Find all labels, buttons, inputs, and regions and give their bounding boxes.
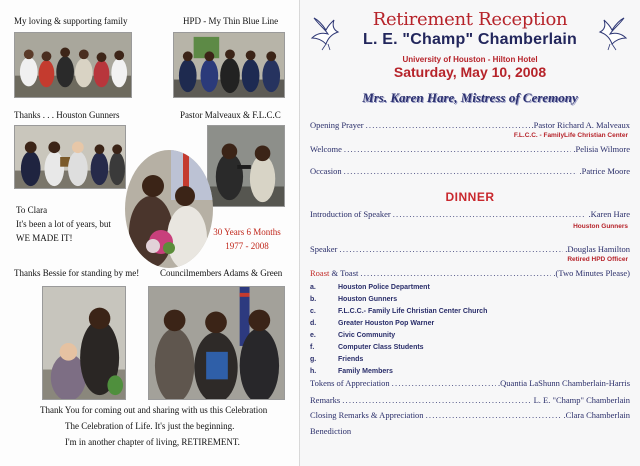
program-label: Tokens of Appreciation (310, 378, 390, 388)
list-item-text: Friends (338, 356, 364, 363)
years-range: 1977 - 2008 (225, 241, 269, 251)
list-item-key: e. (310, 332, 316, 339)
dot-leader (344, 144, 571, 155)
closing-line-3: I'm in another chapter of living, RETIREMENT. (65, 437, 240, 447)
list-item (310, 318, 487, 330)
program-value: .Patrice Moore (579, 166, 630, 176)
right-program-page (300, 0, 640, 466)
program-label: Opening Prayer (310, 120, 364, 130)
list-item (310, 306, 487, 318)
mistress-of-ceremony: Mrs. Karen Hare, Mistress of Ceremony (362, 90, 578, 105)
caption-bessie: Thanks Bessie for standing by me! (14, 268, 140, 278)
program-row-intro-speaker (310, 209, 630, 220)
list-item-text: Greater Houston Pop Warner (338, 320, 435, 327)
program-value: .Pastor Richard A. Malveaux (531, 120, 630, 130)
list-item-text: F.L.C.C.- Family Life Christian Center Church (338, 308, 488, 315)
honoree-name: L. E. "Champ" Chamberlain (363, 31, 577, 48)
program-row-closing-remarks (310, 410, 630, 421)
program-label (310, 268, 358, 279)
caption-to-clara: To Clara (16, 205, 48, 215)
caption-pastor: Pastor Malveaux & F.L.C.C (180, 110, 281, 120)
dot-leader (392, 378, 496, 389)
program-row-roast-toast (310, 268, 630, 279)
caption-we-made-it: WE MADE IT! (16, 233, 73, 243)
list-item-text: Computer Class Students (338, 344, 424, 351)
caption-loving-family: My loving & supporting family (14, 16, 128, 26)
list-item-key: a. (310, 284, 316, 291)
program-label: Remarks (310, 395, 341, 405)
list-item (310, 342, 487, 354)
intro-speaker-affiliation: Houston Gunners (573, 223, 628, 230)
program-value: .Clara Chamberlain (563, 410, 630, 420)
caption-gunners: Thanks . . . Houston Gunners (14, 110, 120, 120)
list-item (310, 354, 487, 366)
list-item (310, 366, 487, 378)
speaker-affiliation: Retired HPD Officer (567, 256, 628, 263)
list-item-key: d. (310, 320, 317, 327)
list-item-key: g. (310, 356, 317, 363)
photo-councilmembers (148, 286, 285, 400)
event-venue: University of Houston - Hilton Hotel (402, 55, 538, 64)
closing-line-2: The Celebration of Life. It's just the beginning. (65, 421, 235, 431)
program-label: Speaker (310, 244, 338, 254)
list-item-key: h. (310, 368, 317, 375)
photo-pastor (207, 125, 285, 207)
program-label: Closing Remarks & Appreciation (310, 410, 424, 420)
program-row-occasion (310, 166, 630, 177)
list-item (310, 282, 487, 294)
program-row-remarks (310, 395, 630, 406)
event-date: Saturday, May 10, 2008 (393, 64, 547, 80)
closing-message (40, 402, 267, 450)
program-row-speaker (310, 244, 630, 255)
program-label: Welcome (310, 144, 342, 154)
years-duration: 30 Years 6 Months (213, 227, 281, 237)
dot-leader (393, 209, 587, 220)
photo-family (14, 32, 132, 98)
event-title: Retirement Reception (372, 9, 568, 30)
photo-couple-oval (125, 150, 213, 268)
dot-leader (344, 166, 578, 177)
photo-bessie (42, 286, 126, 400)
roast-word: Roast (310, 268, 330, 278)
years-of-service (208, 225, 286, 253)
caption-clara-years: It's been a lot of years, but (16, 219, 111, 229)
program-row-opening-prayer (310, 120, 630, 131)
dot-leader (366, 120, 530, 131)
list-item-text: Houston Gunners (338, 296, 398, 303)
toast-word: & Toast (329, 268, 359, 278)
program-value: .(Two Minutes Please) (553, 268, 630, 278)
list-item (310, 330, 487, 342)
program-value: .Douglas Hamilton (565, 244, 630, 254)
caption-councilmembers: Councilmembers Adams & Green (160, 268, 283, 278)
list-item-text: Civic Community (338, 332, 396, 339)
list-item-key: b. (310, 296, 317, 303)
program-row-welcome (310, 144, 630, 155)
list-item (310, 294, 487, 306)
closing-line-1: Thank You for coming out and sharing with us this Celebration (40, 405, 268, 415)
left-photo-page (0, 0, 300, 466)
program-value: .Quantia LaShunn Chamberlain-Harris (498, 378, 630, 388)
program-label: Introduction of Speaker (310, 209, 391, 219)
dot-leader (360, 268, 551, 279)
program-value: L. E. "Champ" Chamberlain (533, 395, 630, 405)
list-item-text: Houston Police Department (338, 284, 430, 291)
photo-hpd (173, 32, 285, 98)
dot-leader (342, 395, 531, 406)
caption-hpd: HPD - My Thin Blue Line (183, 16, 279, 26)
list-item-key: f. (310, 344, 315, 351)
list-item-text: Family Members (338, 368, 393, 375)
program-value: .Pelisia Wilmore (573, 144, 630, 154)
opening-prayer-affiliation: F.L.C.C. - FamilyLife Christian Center (513, 132, 628, 139)
photo-gunners (14, 125, 126, 189)
dot-leader (426, 410, 562, 421)
dot-leader (339, 244, 563, 255)
program-label: Benediction (310, 426, 352, 436)
dinner-heading: DINNER (445, 190, 495, 204)
program-value: .Karen Hare (588, 209, 630, 219)
roast-list (310, 282, 487, 378)
program-row-tokens (310, 378, 630, 389)
program-row-benediction (310, 426, 630, 437)
program-label: Occasion (310, 166, 342, 176)
list-item-key: c. (310, 308, 316, 315)
